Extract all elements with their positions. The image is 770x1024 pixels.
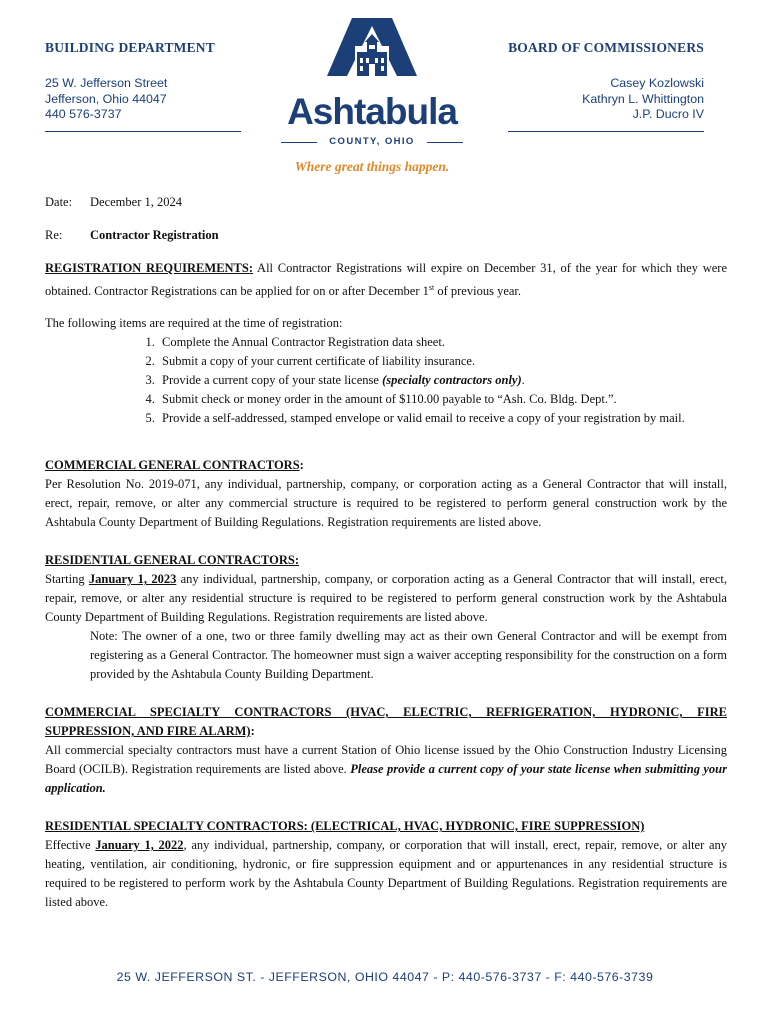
- item3-end: .: [521, 373, 525, 388]
- commercial-general-heading-line: [45, 456, 727, 475]
- registration-intro: The following items are required at the time of registration:: [45, 316, 343, 331]
- residential-general-text-a: Starting: [45, 572, 89, 587]
- re-label: Re:: [45, 228, 63, 242]
- commercial-specialty-colon: :: [250, 724, 255, 739]
- residential-general-text-b: any individual, partnership, company, or corporation acting as a General Contractor that will install, erect, repair, remove, or alter any residential structure is required to be registered to perform general construction work by the Ashtabula County Department of Building Regulations. Registration requirements are listed above.: [45, 572, 728, 625]
- building-department-block: [45, 40, 241, 123]
- residential-general-note: Note: The owner of a one, two or three family dwelling may act as their own General Contractor and will be exempt from registering as a General Contractor. The homeowner must sign a waiver accepting responsibility for the construction on a form provided by the Ashtabula County Building Department.: [90, 629, 727, 682]
- registration-items: [45, 333, 727, 428]
- commissioner-3: J.P. Ducro IV: [632, 107, 704, 121]
- residential-specialty-heading-line: [45, 817, 727, 836]
- residential-general-text: [45, 570, 727, 627]
- residential-general-date: January 1, 2023: [88, 572, 177, 587]
- address-phone: 440 576-3737: [45, 107, 122, 121]
- list-item: 2. Submit a copy of your current certificate of liability insurance.: [158, 352, 727, 371]
- registration-text-b: of previous year.: [434, 284, 522, 299]
- letter-body: [45, 193, 727, 912]
- board-of-commissioners-block: [480, 40, 704, 123]
- commercial-general-heading: COMMERCIAL GENERAL CONTRACTORS: [45, 458, 300, 473]
- list-item: 1. Complete the Annual Contractor Registration data sheet.: [158, 333, 727, 352]
- commercial-specialty-emphasis: Please provide a current copy of your state license when submitting your application.: [45, 762, 727, 796]
- re-value: Contractor Registration: [90, 228, 219, 242]
- commissioner-1: Casey Kozlowski: [610, 76, 704, 90]
- commissioner-2: Kathryn L. Whittington: [582, 91, 704, 106]
- date-row: [45, 193, 727, 212]
- date-label: Date:: [45, 195, 73, 209]
- item3-text: Provide a current copy of your state license: [162, 373, 383, 388]
- registration-text-a: All Contractor Registrations will expire on December 31, of the year for which they were obtained. Contractor Registrations can be applied for on or after December 1: [45, 261, 727, 299]
- residential-specialty-heading: RESIDENTIAL SPECIALTY CONTRACTORS: (ELECTRICAL, HVAC, HYDRONIC, FIRE SUPPRESSION): [45, 819, 645, 834]
- residential-general-heading: RESIDENTIAL GENERAL CONTRACTORS:: [45, 553, 299, 568]
- ashtabula-logo: [277, 14, 467, 174]
- commercial-specialty-body: All commercial specialty contractors must have a current Station of Ohio license issued by the Ohio Construction Industry Licensing Board (OCILB). Registration requirements are listed above.: [45, 743, 727, 777]
- logo-wordmark: Ashtabula: [287, 91, 457, 132]
- commercial-specialty-heading-line: [45, 703, 727, 741]
- date-value: December 1, 2024: [90, 195, 182, 209]
- residential-specialty-text-b: , any individual, partnership, company, or corporation that will install, erect, repair, remove, or alter any heating, ventilation, air conditioning, hydronic, or fire suppression equipment and or appurtenances in any residential structure is required to be registered to perform work by the Ashtabula County Department of Building Regulations. Registration requirements are listed above.: [45, 838, 728, 910]
- list-item: 4. Submit check or money order in the amount of $110.00 payable to “Ash. Co. Bldg. Dept.”.: [158, 390, 727, 409]
- re-row: [45, 226, 727, 245]
- logo-county: COUNTY, OHIO: [329, 136, 415, 147]
- header-left-divider: [45, 131, 241, 132]
- logo-county-rule-right: [427, 142, 463, 143]
- residential-specialty-text: [45, 836, 727, 912]
- logo-tagline: Where great things happen.: [294, 159, 450, 174]
- board-title: BOARD OF COMMISSIONERS: [508, 40, 704, 55]
- building-department-title: BUILDING DEPARTMENT: [45, 40, 215, 55]
- residential-general-heading-line: [45, 551, 727, 570]
- registration-text-sup: st: [428, 283, 435, 292]
- list-item: 5. Provide a self-addressed, stamped envelope or valid email to receive a copy of your registration by mail.: [158, 409, 727, 428]
- page-footer: 25 W. JEFFERSON ST. - JEFFERSON, OHIO 44047 - P: 440-576-3737 - F: 440-576-3739: [116, 970, 654, 984]
- commercial-general-text: Per Resolution No. 2019-071, any individual, partnership, company, or corporation acting as a General Contractor that will install, erect, repair, remove, or alter any commercial structure is required to be registered to perform general construction work by the Ashtabula County Department of Building Regulations. Registration requirements are listed above.: [45, 477, 727, 530]
- item3-emphasis: (specialty contractors only): [382, 373, 522, 388]
- residential-specialty-date: January 1, 2022: [95, 838, 184, 853]
- courthouse-a-icon: [277, 14, 467, 94]
- address-street: 25 W. Jefferson Street: [45, 76, 168, 90]
- commercial-specialty-heading: COMMERCIAL SPECIALTY CONTRACTORS (HVAC, ELECTRIC, REFRIGERATION, HYDRONIC, FIRE SUPPRESSION, AND FIRE ALARM): [45, 705, 727, 739]
- list-item: [158, 371, 727, 390]
- registration-paragraph: [45, 259, 727, 301]
- residential-specialty-text-a: Effective: [45, 838, 96, 853]
- address-city: Jefferson, Ohio 44047: [45, 91, 167, 106]
- header-right-divider: [508, 131, 704, 132]
- commercial-specialty-text: [45, 741, 727, 798]
- commercial-general-colon: :: [299, 458, 304, 473]
- registration-heading: REGISTRATION REQUIREMENTS:: [45, 261, 254, 275]
